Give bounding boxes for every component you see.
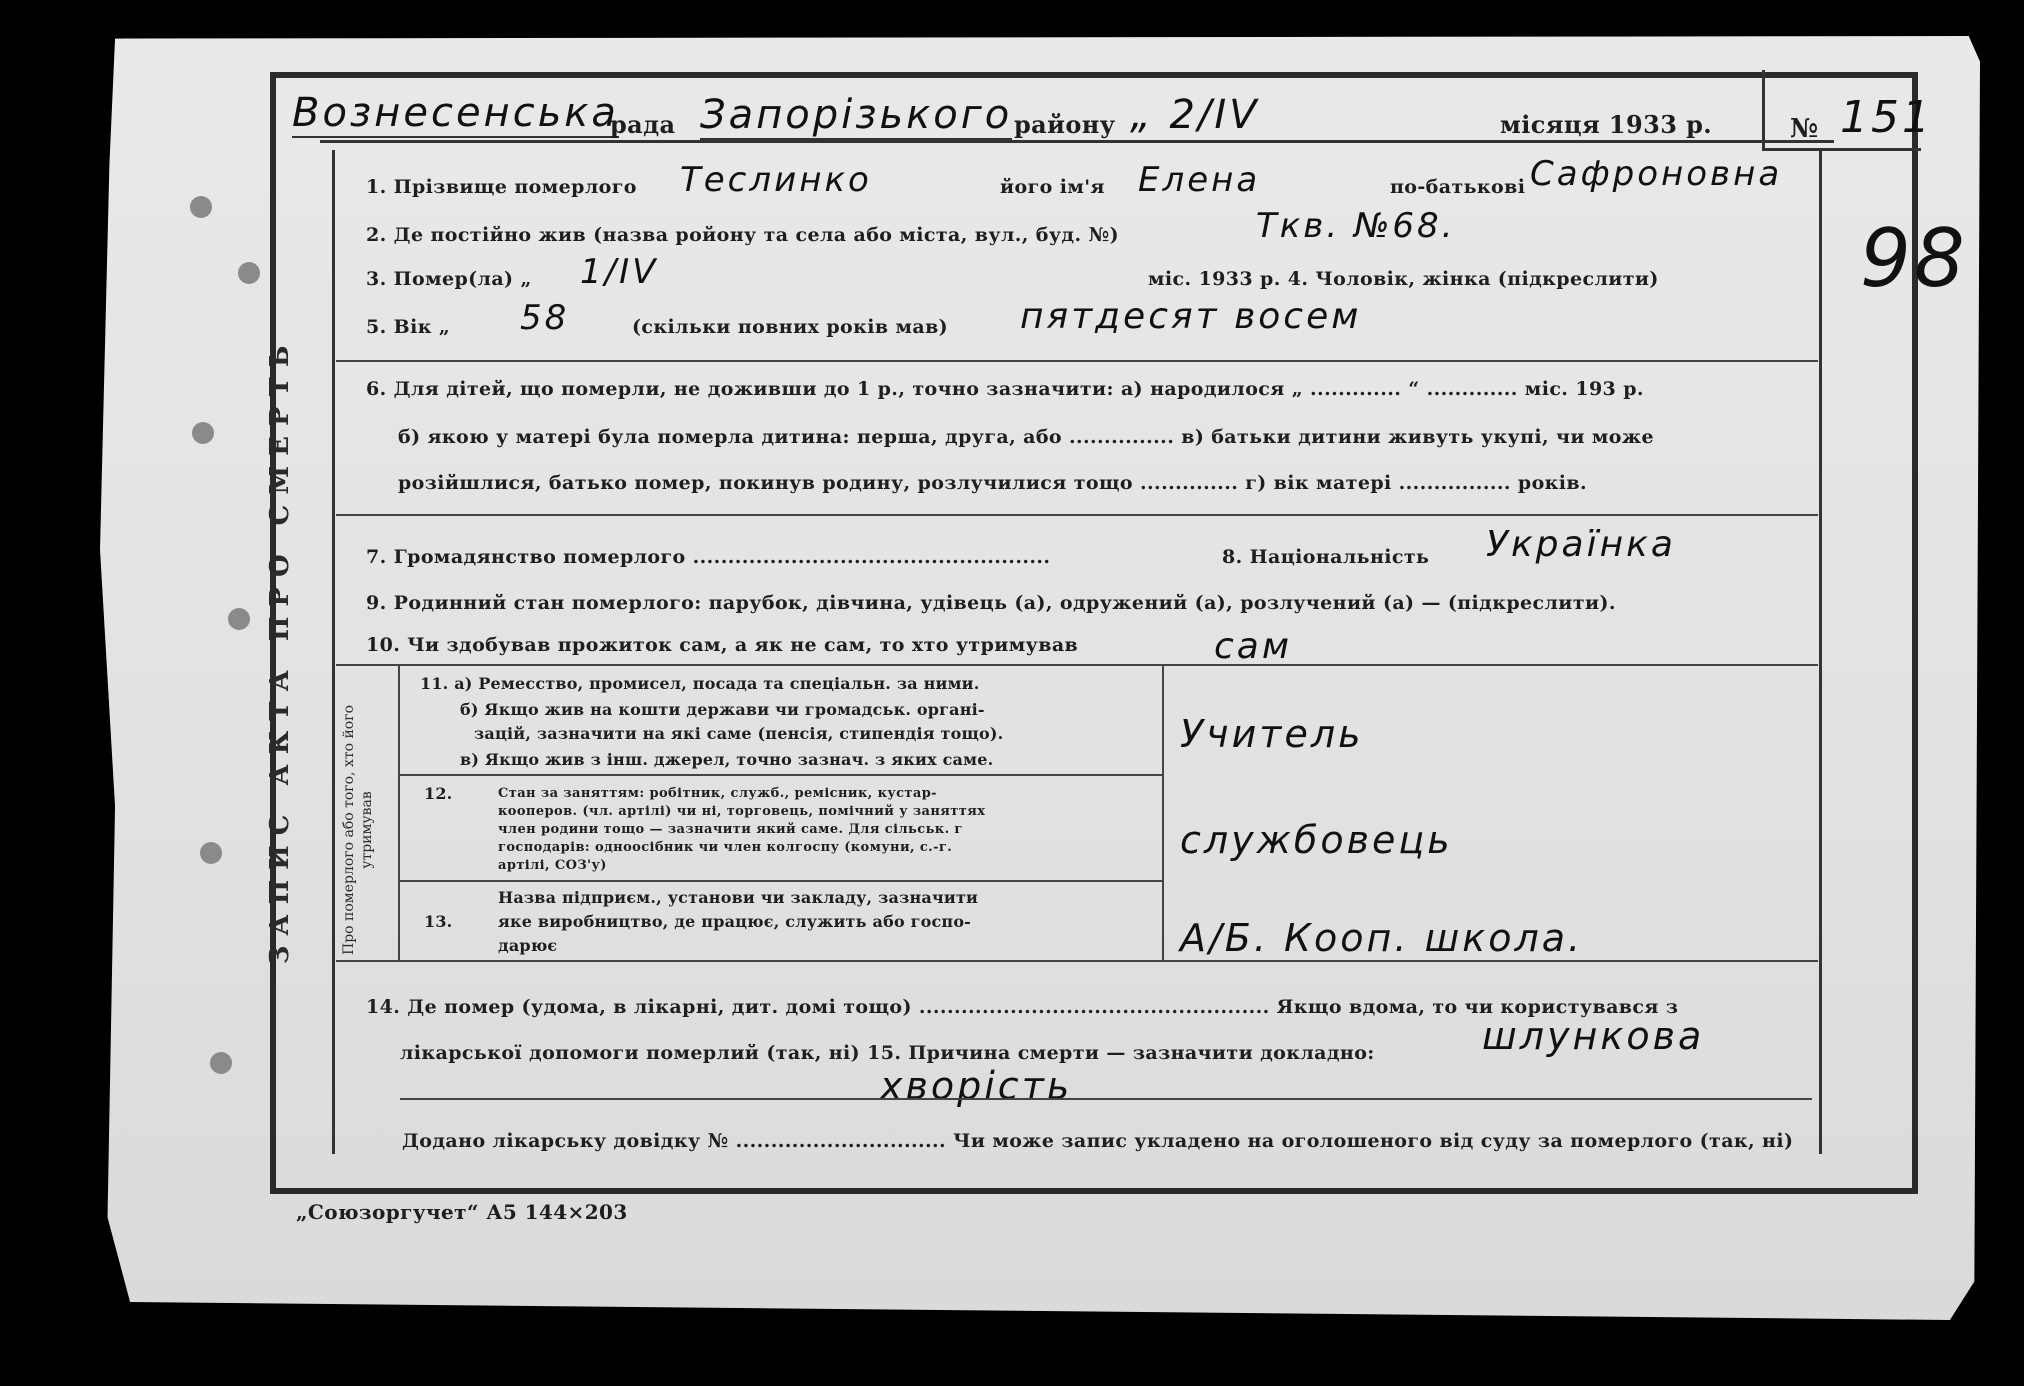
record-number: 151 xyxy=(1840,92,1933,143)
age-words-value: пятдесят восем xyxy=(1020,296,1362,337)
field-7-label: 7. Громадянство померлого ................................................... xyxy=(366,546,1051,568)
field-9-label: 9. Родинний стан померлого: парубок, дівчина, удівець (а), одружений (а), розлучений (а) — (підкреслити). xyxy=(366,592,1616,614)
nationality-value: Українка xyxy=(1486,524,1676,565)
side-title: ЗАПИС АКТА ПРО СМЕРТЬ xyxy=(265,335,295,965)
field-12-line-2: кооперов. (чл. артілі) чи ні, торговець, помічний у заняттях xyxy=(498,804,986,819)
surname-value: Теслинко xyxy=(680,160,872,200)
number-prefix: № xyxy=(1790,114,1819,144)
age-hint: (скільки повних років мав) xyxy=(632,316,949,338)
field-13-number: 13. xyxy=(424,912,453,931)
table-top-line xyxy=(336,664,1818,666)
section-divider xyxy=(336,360,1818,362)
district-label: району xyxy=(1014,110,1116,139)
certificate-line: Додано лікарську довідку № .............................. Чи може запис укладено на оголошеного від суду за померлого (так, ні) xyxy=(402,1130,1794,1152)
field-11-label: 11. а) Ремесство, промисел, посада та спеціальн. за ними. xyxy=(420,674,980,693)
patronymic-label: по-батькові xyxy=(1390,176,1526,198)
workplace-value: А/Б. Кооп. школа. xyxy=(1180,916,1584,960)
field-14-line-2: лікарської допомоги померлий (так, ні) 15. Причина смерти — зазначити докладно: xyxy=(400,1042,1375,1064)
support-value: сам xyxy=(1214,626,1293,667)
field-11-c: в) Якщо жив з інш. джерел, точно зазнач. з яких саме. xyxy=(460,750,994,769)
punch-hole xyxy=(228,608,250,630)
residence-value: Ткв. №68. xyxy=(1256,206,1456,246)
date-value: „ 2/IV xyxy=(1130,92,1260,138)
punch-hole xyxy=(210,1052,232,1074)
cause-value: шлункова xyxy=(1482,1014,1705,1058)
printer-mark: „Союзоргучет“ А5 144×203 xyxy=(296,1200,628,1224)
field-2-label: 2. Де постійно жив (назва ройону та села або міста, вул., буд. №) xyxy=(366,224,1119,246)
council-value: Вознесенська xyxy=(292,90,619,136)
header-divider xyxy=(320,140,1834,143)
punch-hole xyxy=(238,262,260,284)
age-value: 58 xyxy=(520,298,570,338)
field-6-line-2: б) якою у матері була померла дитина: перша, друга, або ............... в) батьки дитини живуть укупі, чи може xyxy=(398,426,1654,448)
occupation-value: Учитель xyxy=(1180,712,1364,756)
field-11-b: б) Якщо жив на кошти держави чи громадськ. органі- xyxy=(460,700,985,719)
table-bottom-line xyxy=(336,960,1818,962)
side-subtitle: Про померлого або того, хто його утримував xyxy=(341,704,375,956)
punch-hole xyxy=(200,842,222,864)
field-12-line-5: артілі, СОЗ'у) xyxy=(498,858,607,873)
field-12-line-1: Стан за заняттям: робітник, служб., ремісник, кустар- xyxy=(498,786,937,801)
margin-note: 98 xyxy=(1860,212,1968,305)
name-label: його ім'я xyxy=(1000,176,1105,198)
field-5-label: 5. Вік „ xyxy=(366,316,451,338)
month-label: місяця 1933 р. xyxy=(1500,110,1713,139)
punch-hole xyxy=(192,422,214,444)
field-11-b2: зацій, зазначити на які саме (пенсія, стипендія тощо). xyxy=(474,724,1004,743)
cause-line xyxy=(400,1098,1812,1100)
council-label: рада xyxy=(610,110,676,139)
field-6-line-1: 6. Для дітей, що померли, не доживши до 1 р., точно зазначити: а) народилося „ ............. “ ............. міс. 193 р. xyxy=(366,378,1644,400)
field-1-label: 1. Прізвище померлого xyxy=(366,176,637,198)
field-12-number: 12. xyxy=(424,784,453,803)
table-col-line xyxy=(398,664,400,960)
field-13-line-1: Назва підприєм., установи чи закладу, зазначити xyxy=(498,888,979,907)
field-10-label: 10. Чи здобував прожиток сам, а як не сам, то хто утримував xyxy=(366,634,1079,656)
patronymic-value: Сафроновна xyxy=(1530,154,1783,194)
table-row-line xyxy=(398,774,1162,776)
death-date-value: 1/IV xyxy=(580,252,659,292)
section-divider xyxy=(336,514,1818,516)
table-row-line xyxy=(398,880,1162,882)
punch-hole xyxy=(190,196,212,218)
field-3-label: 3. Помер(ла) „ xyxy=(366,268,532,290)
field-13-line-2: яке виробництво, де працює, служить або госпо- xyxy=(498,912,972,931)
field-14-label: 14. Де помер (удома, в лікарні, дит. домі тощо) .................................................. Якщо вдома, то чи користувався з xyxy=(366,996,1679,1018)
district-value: Запорізького xyxy=(700,92,1013,138)
field-6-line-3: розійшлися, батько помер, покинув родину, розлучилися тощо .............. г) вік матері ................ років. xyxy=(398,472,1588,494)
cause-value-line-2: хворість xyxy=(880,1064,1073,1108)
field-13-line-3: дарює xyxy=(498,936,558,955)
name-value: Елена xyxy=(1138,160,1261,200)
field-12-line-4: господарів: одноосібник чи член колгоспу (комуни, с.-г. xyxy=(498,840,953,855)
status-value: службовець xyxy=(1180,818,1453,862)
field-3-month: міс. 1933 р. 4. Чоловік, жінка (підкреслити) xyxy=(1148,268,1659,290)
field-12-line-3: член родини тощо — зазначити який саме. Для сільськ. г xyxy=(498,822,963,837)
table-col-line xyxy=(1162,664,1164,960)
field-8-label: 8. Національність xyxy=(1222,546,1430,568)
